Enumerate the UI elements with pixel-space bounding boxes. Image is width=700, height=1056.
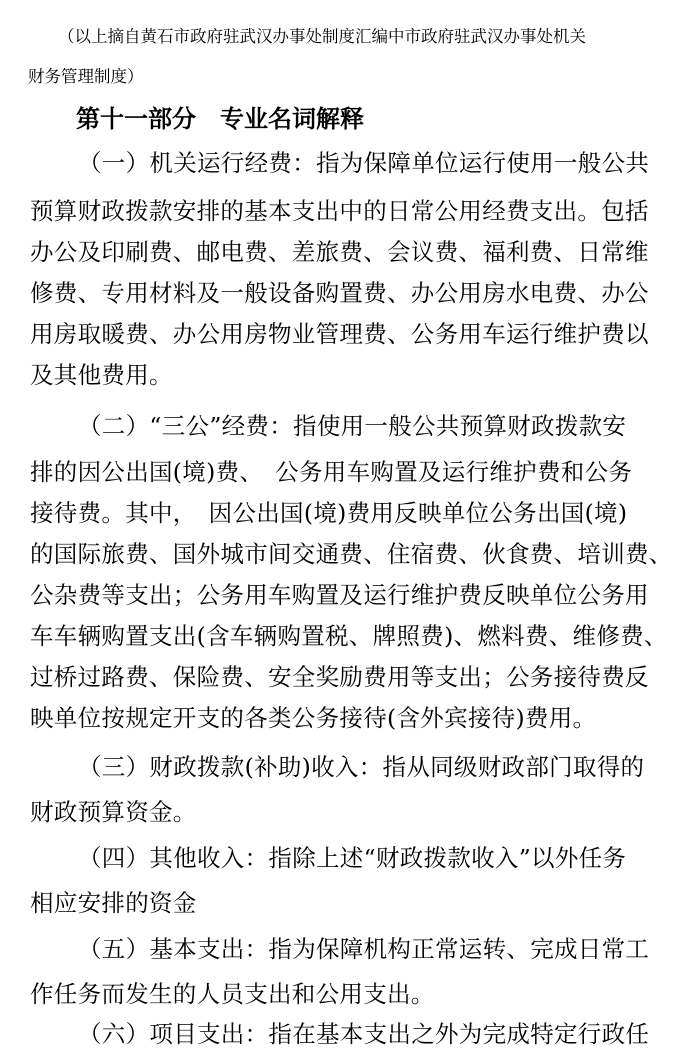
- paragraph-1-line-1: （一）机关运行经费：指为保障单位运行使用一般公共: [78, 149, 650, 177]
- source-note-line-1: （以上摘自黄石市政府驻武汉办事处制度汇编中市政府驻武汉办事处机关: [58, 27, 586, 46]
- paragraph-3-line-1: （三）财政拨款(补助)收入：指从同级财政部门取得的: [78, 753, 645, 781]
- paragraph-1-line-2: 预算财政拨款安排的基本支出中的日常公用经费支出。包括: [30, 197, 649, 225]
- paragraph-2-line-8: 映单位按规定开支的各类公务接待(含外宾接待)费用。: [30, 704, 597, 732]
- paragraph-6-line-1: （六）项目支出：指在基本支出之外为完成特定行政任: [78, 1020, 650, 1048]
- paragraph-3-line-2: 财政预算资金。: [30, 798, 197, 826]
- section-heading: 第十一部分 专业名词解释: [76, 105, 364, 133]
- paragraph-4-line-2: 相应安排的资金: [30, 889, 197, 917]
- paragraph-5-line-2: 作任务而发生的人员支出和公用支出。: [30, 980, 435, 1008]
- paragraph-4-line-1: （四）其他收入：指除上述“财政拨款收入”以外任务: [78, 844, 627, 872]
- paragraph-2-line-5: 公杂费等支出；公务用车购置及运行维护费反映单位公务用: [30, 581, 649, 609]
- paragraph-1-line-3: 办公及印刷费、邮电费、差旅费、会议费、福利费、日常维: [30, 238, 649, 266]
- paragraph-2-line-2: 排的因公出国(境)费、 公务用车购置及运行维护费和公务: [30, 458, 633, 486]
- source-note-line-2: 财务管理制度）: [28, 67, 144, 86]
- paragraph-2-line-1: （二）“三公”经费：指使用一般公共预算财政拨款安: [78, 412, 627, 440]
- paragraph-5-line-1: （五）基本支出：指为保障机构正常运转、完成日常工: [78, 935, 650, 963]
- paragraph-1-line-4: 修费、专用材料及一般设备购置费、办公用房水电费、办公: [30, 279, 649, 307]
- paragraph-2-line-7: 过桥过路费、保险费、安全奖励费用等支出；公务接待费反: [30, 663, 649, 691]
- paragraph-1-line-5: 用房取暖费、办公用房物业管理费、公务用车运行维护费以: [30, 320, 649, 348]
- paragraph-1-line-6: 及其他费用。: [30, 361, 173, 389]
- paragraph-2-line-6: 车车辆购置支出(含车辆购置税、牌照费)、燃料费、维修费、: [30, 622, 668, 650]
- paragraph-2-line-4: 的国际旅费、国外城市间交通费、住宿费、伙食费、培训费、: [30, 540, 673, 568]
- paragraph-2-line-3: 接待费。其中， 因公出国(境)费用反映单位公务出国(境): [30, 499, 628, 527]
